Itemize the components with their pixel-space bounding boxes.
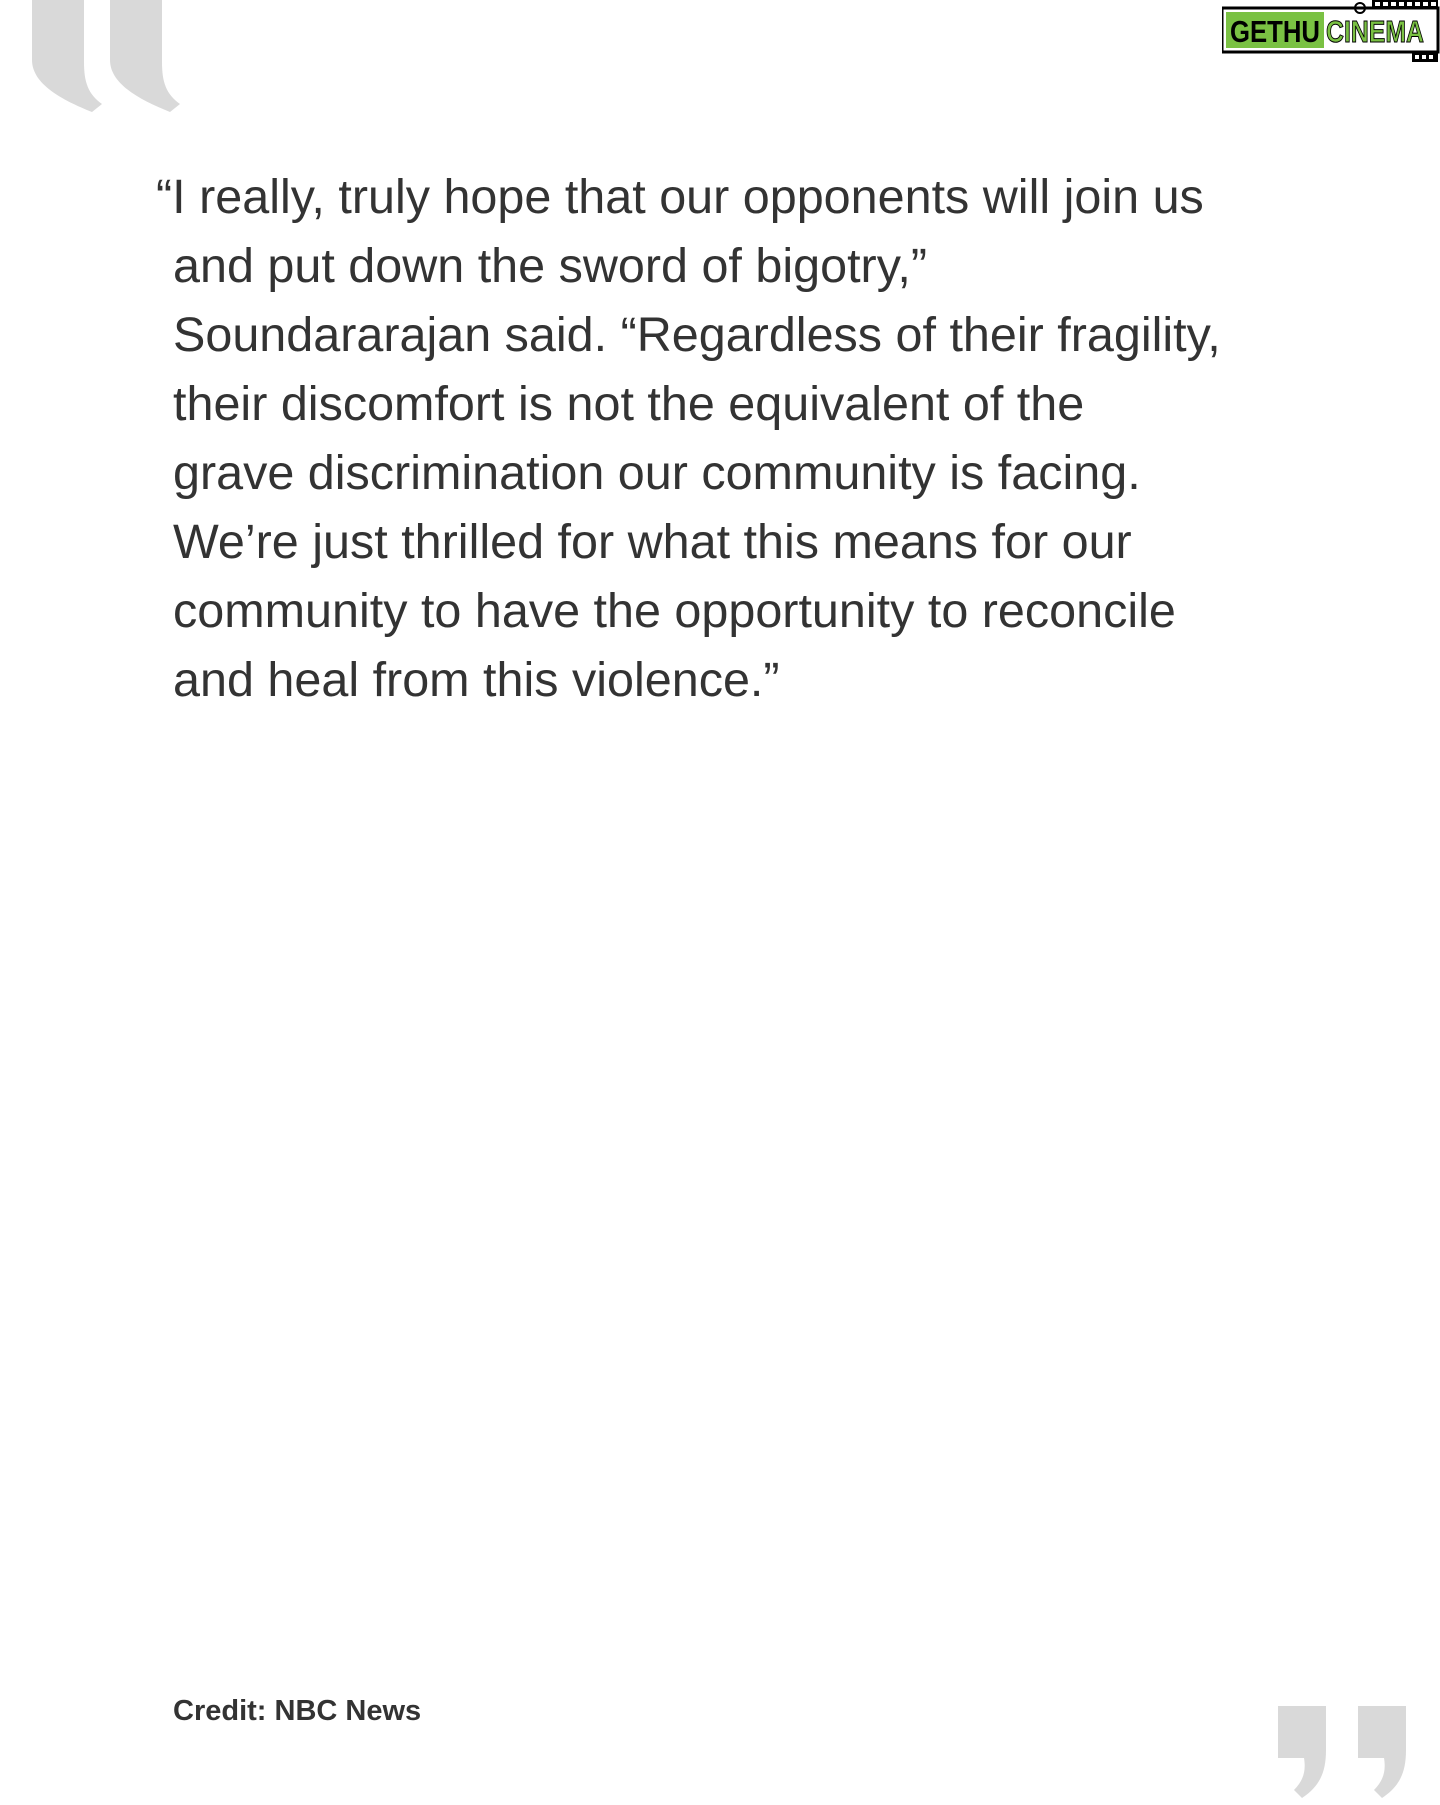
quote-line: community to have the opportunity to reconcile: [173, 584, 1176, 638]
credit-text: Credit: NBC News: [173, 1695, 422, 1727]
open-quote-icon: [22, 0, 182, 115]
quote-line: and put down the sword of bigotry,”: [173, 239, 927, 293]
gethu-cinema-logo: [1222, 0, 1440, 64]
quote-line: and heal from this violence.”: [173, 653, 780, 707]
quote-line: “I really, truly hope that our opponents will join us: [156, 170, 1204, 224]
quote-line: their discomfort is not the equivalent of the: [173, 377, 1085, 431]
logo-text-cinema: CINEMA: [1326, 14, 1424, 49]
quote-line: We’re just thrilled for what this means for our: [173, 515, 1132, 569]
quote-line: grave discrimination our community is facing.: [173, 446, 1141, 500]
quote-line: Soundararajan said. “Regardless of their fragility,: [173, 308, 1221, 362]
quote-text: [156, 163, 1303, 715]
logo-text-gethu: GETHU: [1230, 14, 1320, 49]
close-quote-icon: [1270, 1700, 1422, 1800]
